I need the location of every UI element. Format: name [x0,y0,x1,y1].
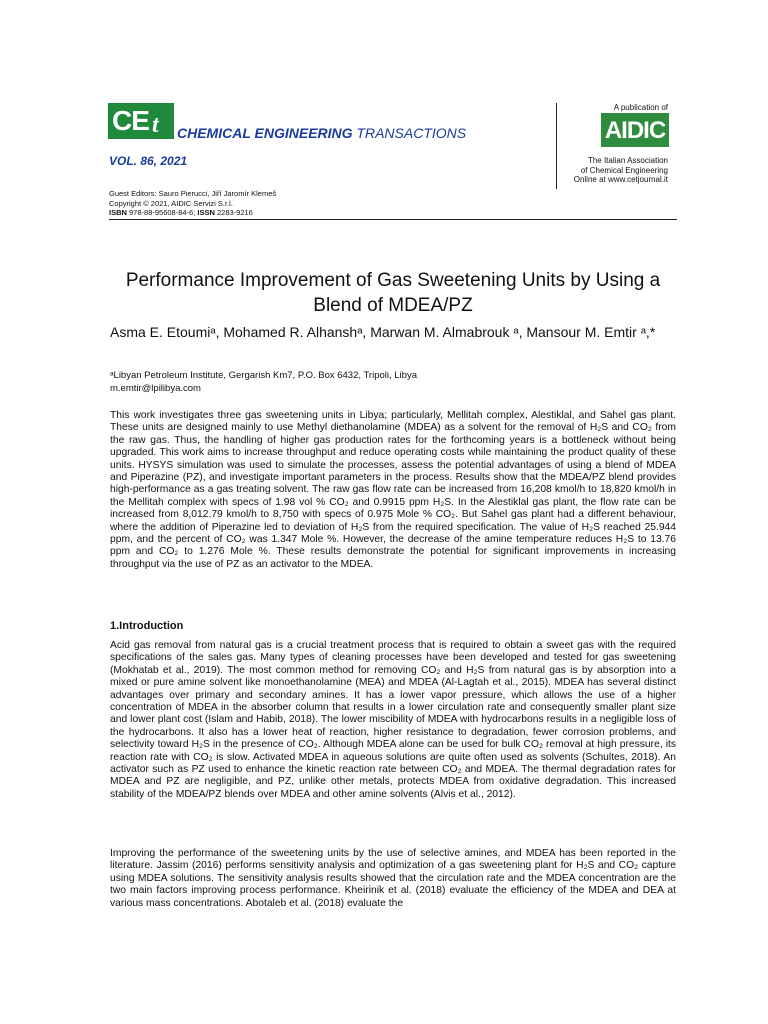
issn-value: 2283-9216 [214,208,253,217]
isbn-issn [109,208,276,218]
paper-authors: Asma E. Etoumiᵃ, Mohamed R. Alhanshᵃ, Marwan M. Almabrouk ᵃ, Mansour M. Emtir ᵃ,* [110,324,656,340]
journal-name [177,125,466,141]
journal-name-bold: CHEMICAL ENGINEERING [177,125,353,141]
affiliation-block [110,369,417,395]
intro-paragraph-2: Improving the performance of the sweetening units by the use of selective amines, and MDEA has been reported in the literature. Jassim (2016) performs sensitivity analysis and optimization of a gas sweetening plant for H₂S and CO₂ capture using MDEA solutions. The sensitivity analysis results showed that the circulation rate and the MDEA concentration are the two main factors improving process performance. Kheirinik et al. (2018) evaluate the efficiency of the MDEA and DEA at various mass concentrations. Abotaleb et al. (2018) evaluate the [110,848,676,909]
journal-name-rest: TRANSACTIONS [352,125,467,141]
publication-of-label: A publication of [613,103,668,112]
editors-names: Sauro Pierucci, Jiří Jaromír Klemeš [158,189,277,198]
corresponding-email: m.emtir@lpilibya.com [110,383,201,394]
cet-logo-t: t [152,112,159,138]
abstract: This work investigates three gas sweetening units in Libya; particularly, Mellitah complex, Alestiklal, and Sahel gas plant. These units are designed mainly to use Methyl diethanolamine (MDEA) as a solvent for the removal of H₂S and CO₂ from the raw gas. Thus, the handling of higher gas production rates for the forthcoming years is a bottleneck without being upgraded. This work aims to increase throughput and reduce operating costs while maintaining the product quality of these units. HYSYS simulation was used to simulate the processes, assess the potential advantages of using a blend of MDEA and Piperazine (PZ), and investigate important parameters in the process. Results show that the MDEA/PZ blend provides high-performance as a gas treating solvent. The raw gas flow rate can be increased from 16,208 kmol/h to 18,820 kmol/h in the Mellitah complex with specs of 1.98 vol % CO₂ and 0.9915 ppm H₂S. In the Alestiklal gas plant, the flow rate can be increased from 8,012.79 kmol/h to 8,750 with specs of 0.975 Mole % CO₂. But Sahel gas plant had a different behaviour, where the addition of Piperazine led to deviation of H₂S from the required specification. The value of H₂S reached 25.944 ppm, and the percent of CO₂ was 1.347 Mole %. However, the decrease of the amine temperature reduces H₂S to 13.76 ppm and CO₂ to 1.276 Mole %. These results demonstrate the potential for significant improvements in increasing throughput via the use of PZ as an activator to the MDEA. [110,410,676,570]
issn-label: ISSN [197,208,215,217]
aidic-description [574,156,668,185]
volume-label: VOL. 86, 2021 [109,154,188,168]
aidic-logo-text: AIDIC [604,117,666,144]
aidic-desc-line2: of Chemical Engineering [580,165,668,175]
paper-title: Performance Improvement of Gas Sweetening Units by Using a Blend of MDEA/PZ [125,270,661,316]
isbn-label: ISBN [109,208,127,217]
header-divider [556,103,557,189]
cet-logo-text: CE [112,105,149,136]
aidic-desc-line3: Online at www.cetjournal.it [573,175,668,184]
guest-editors [109,189,276,199]
aidic-desc-line1: The Italian Association [587,156,668,165]
isbn-value: 978-88-95608-84-6; [126,208,198,217]
intro-paragraph-1: Acid gas removal from natural gas is a crucial treatment process that is required to obtain a sweet gas with the required specifications of the sales gas. Many types of cleaning processes have been developed and tested for gas sweetening (Mokhatab et al., 2019). The most common method for removing CO₂ and H₂S from natural gas is by absorption into a mixed or pure amine solvent like monoethanolamine (MEA) and MDEA (Al-Lagtah et al., 2015). MDEA has several distinct advantages over primary and secondary amines. It has a lower vapor pressure, which allows the use of a higher concentration of MDEA in the absorber column that results in a lower circulation rate and consequently smaller plant size and lower plant cost (Islam and Habib, 2018). The lower miscibility of MDEA with hydrocarbons results in a negligible loss of the hydrocarbons. It also has a lower heat of reaction, higher resistance to degradation, fewer corrosion problems, and selectivity toward H₂S in the presence of CO₂. Although MDEA alone can be used for bulk CO₂ removal at high pressure, its reaction rate with CO₂ is slow. Activated MDEA in aqueous solutions are quite often used as solvents (Schultes, 2018). An activator such as PZ used to enhance the kinetic reaction rate between CO₂ and MDEA. The thermal degradation rates for MDEA and PZ are negligible, and PZ, unlike other metals, protects MDEA from oxidative degradation. This increased stability of the MDEA/PZ blends over MDEA and other amine solvents (Alvis et al., 2012). [110,640,676,800]
header-rule [109,219,677,220]
editors-block [109,189,276,218]
affiliation: ᵃLibyan Petroleum Institute, Gergarish Km7, P.O. Box 6432, Tripoli, Libya [110,370,417,381]
section-heading-introduction: 1.Introduction [110,620,184,632]
copyright: Copyright © 2021, AIDIC Servizi S.r.l. [109,198,233,208]
editors-label: Guest Editors: [109,189,159,198]
